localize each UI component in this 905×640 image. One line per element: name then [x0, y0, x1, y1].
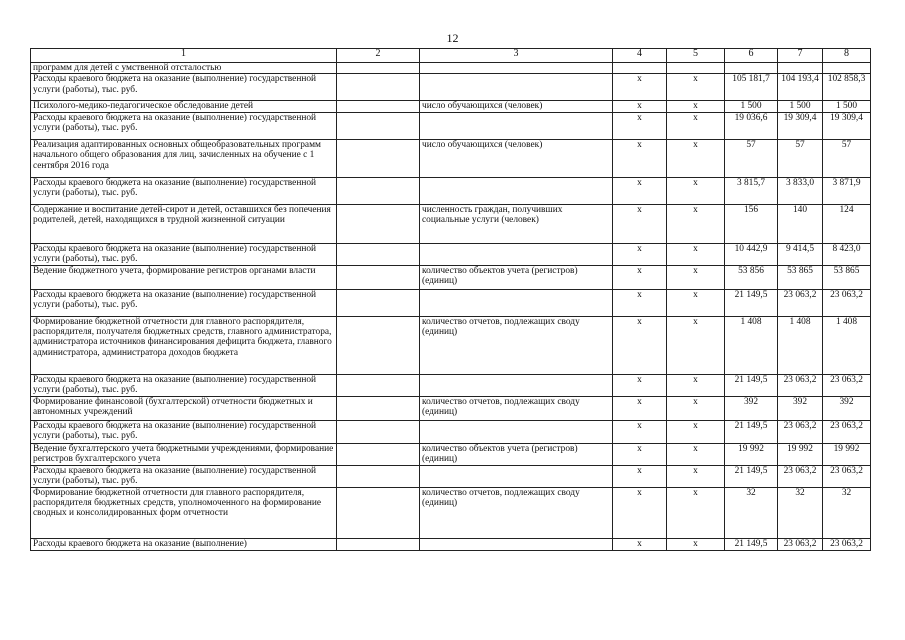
- cell-col-7: 3 833,0: [778, 177, 823, 204]
- row-name-cell: Расходы краевого бюджета на оказание (выполнение): [31, 538, 337, 550]
- cell-col-2: [337, 420, 420, 443]
- row-name-cell: Расходы краевого бюджета на оказание (выполнение) государственной услуги (работы), тыс. руб.: [31, 112, 337, 139]
- table-body: [31, 63, 871, 551]
- table-row: [31, 139, 871, 177]
- row-name-cell: Формирование бюджетной отчетности для главного распорядителя, распорядителя бюджетных средств, уполномоченного на формирование сводных и консолидированных форм отчетности: [31, 487, 337, 538]
- table-row: [31, 204, 871, 243]
- cell-col-4: x: [613, 112, 667, 139]
- cell-col-3: [420, 112, 613, 139]
- cell-col-2: [337, 538, 420, 550]
- cell-col-2: [337, 63, 420, 74]
- cell-col-6: 21 149,5: [725, 374, 778, 396]
- row-name-cell: Расходы краевого бюджета на оказание (выполнение) государственной услуги (работы), тыс. руб.: [31, 374, 337, 396]
- cell-col-8: 124: [823, 204, 871, 243]
- table-row: [31, 487, 871, 538]
- cell-col-7: 140: [778, 204, 823, 243]
- cell-col-4: x: [613, 374, 667, 396]
- cell-col-3: число обучающихся (человек): [420, 101, 613, 112]
- cell-col-6: 53 856: [725, 265, 778, 289]
- cell-col-7: 1 408: [778, 316, 823, 374]
- cell-col-6: 1 408: [725, 316, 778, 374]
- cell-col-3: [420, 74, 613, 101]
- cell-col-8: 57: [823, 139, 871, 177]
- table-row: [31, 396, 871, 420]
- cell-col-2: [337, 265, 420, 289]
- row-name-cell: Расходы краевого бюджета на оказание (выполнение) государственной услуги (работы), тыс. руб.: [31, 420, 337, 443]
- cell-col-2: [337, 204, 420, 243]
- cell-col-5: x: [667, 177, 725, 204]
- cell-col-4: [613, 63, 667, 74]
- cell-col-3: [420, 63, 613, 74]
- cell-col-7: 32: [778, 487, 823, 538]
- row-name-cell: Расходы краевого бюджета на оказание (выполнение) государственной услуги (работы), тыс. руб.: [31, 177, 337, 204]
- cell-col-6: 19 036,6: [725, 112, 778, 139]
- cell-col-2: [337, 374, 420, 396]
- cell-col-2: [337, 316, 420, 374]
- cell-col-2: [337, 243, 420, 265]
- column-header-8: 8: [823, 49, 871, 63]
- cell-col-7: 19 992: [778, 443, 823, 465]
- cell-col-2: [337, 101, 420, 112]
- cell-col-8: 102 858,3: [823, 74, 871, 101]
- cell-col-4: x: [613, 243, 667, 265]
- cell-col-4: x: [613, 538, 667, 550]
- cell-col-8: 392: [823, 396, 871, 420]
- row-name-cell: Содержание и воспитание детей-сирот и детей, оставшихся без попечения родителей, детей, находящихся в трудной жизненной ситуации: [31, 204, 337, 243]
- cell-col-6: 10 442,9: [725, 243, 778, 265]
- cell-col-3: [420, 420, 613, 443]
- table-row: [31, 420, 871, 443]
- cell-col-5: x: [667, 316, 725, 374]
- cell-col-4: x: [613, 420, 667, 443]
- column-header-3: 3: [420, 49, 613, 63]
- cell-col-3: [420, 243, 613, 265]
- cell-col-8: 23 063,2: [823, 289, 871, 316]
- cell-col-3: число обучающихся (человек): [420, 139, 613, 177]
- table-row: [31, 316, 871, 374]
- cell-col-8: [823, 63, 871, 74]
- cell-col-4: x: [613, 139, 667, 177]
- row-name-cell: Реализация адаптированных основных общеобразовательных программ начального общего образования для лиц, зачисленных на обучение с 1 сентября 2016 года: [31, 139, 337, 177]
- cell-col-6: 156: [725, 204, 778, 243]
- cell-col-6: 1 500: [725, 101, 778, 112]
- cell-col-7: 9 414,5: [778, 243, 823, 265]
- cell-col-4: x: [613, 265, 667, 289]
- page-number: 12: [446, 31, 459, 45]
- cell-col-5: x: [667, 538, 725, 550]
- table-row: [31, 265, 871, 289]
- cell-col-2: [337, 443, 420, 465]
- row-name-cell: Расходы краевого бюджета на оказание (выполнение) государственной услуги (работы), тыс. руб.: [31, 74, 337, 101]
- table-row: [31, 101, 871, 112]
- table-row: [31, 74, 871, 101]
- cell-col-5: x: [667, 74, 725, 101]
- cell-col-7: 392: [778, 396, 823, 420]
- cell-col-8: 8 423,0: [823, 243, 871, 265]
- cell-col-5: x: [667, 204, 725, 243]
- cell-col-8: 23 063,2: [823, 420, 871, 443]
- cell-col-2: [337, 465, 420, 487]
- cell-col-8: 19 992: [823, 443, 871, 465]
- cell-col-4: x: [613, 396, 667, 420]
- cell-col-5: x: [667, 289, 725, 316]
- budget-table: [30, 48, 871, 551]
- cell-col-7: 23 063,2: [778, 374, 823, 396]
- cell-col-4: x: [613, 316, 667, 374]
- cell-col-4: x: [613, 289, 667, 316]
- table-row: [31, 63, 871, 74]
- cell-col-3: [420, 374, 613, 396]
- cell-col-7: 53 865: [778, 265, 823, 289]
- cell-col-4: x: [613, 487, 667, 538]
- table-row: [31, 243, 871, 265]
- column-header-row: [31, 49, 871, 63]
- table-row: [31, 289, 871, 316]
- table-row: [31, 112, 871, 139]
- cell-col-6: 392: [725, 396, 778, 420]
- column-header-1: 1: [31, 49, 337, 63]
- cell-col-6: 21 149,5: [725, 465, 778, 487]
- cell-col-6: 3 815,7: [725, 177, 778, 204]
- table-row: [31, 538, 871, 550]
- row-name-cell: Ведение бухгалтерского учета бюджетными учреждениями, формирование регистров бухгалтерского учета: [31, 443, 337, 465]
- cell-col-3: количество отчетов, подлежащих своду (единиц): [420, 396, 613, 420]
- cell-col-5: x: [667, 443, 725, 465]
- cell-col-8: 1 408: [823, 316, 871, 374]
- cell-col-2: [337, 74, 420, 101]
- cell-col-6: 19 992: [725, 443, 778, 465]
- row-name-cell: Расходы краевого бюджета на оказание (выполнение) государственной услуги (работы), тыс. руб.: [31, 289, 337, 316]
- cell-col-2: [337, 487, 420, 538]
- cell-col-3: количество объектов учета (регистров) (единиц): [420, 265, 613, 289]
- cell-col-6: 57: [725, 139, 778, 177]
- cell-col-8: 32: [823, 487, 871, 538]
- column-header-6: 6: [725, 49, 778, 63]
- cell-col-7: 23 063,2: [778, 465, 823, 487]
- cell-col-6: 21 149,5: [725, 538, 778, 550]
- cell-col-5: x: [667, 374, 725, 396]
- cell-col-5: x: [667, 112, 725, 139]
- cell-col-5: x: [667, 420, 725, 443]
- table-row: [31, 465, 871, 487]
- row-name-cell: Расходы краевого бюджета на оказание (выполнение) государственной услуги (работы), тыс. руб.: [31, 243, 337, 265]
- cell-col-3: количество отчетов, подлежащих своду (единиц): [420, 487, 613, 538]
- cell-col-8: 19 309,4: [823, 112, 871, 139]
- cell-col-7: [778, 63, 823, 74]
- cell-col-4: x: [613, 443, 667, 465]
- cell-col-3: количество отчетов, подлежащих своду (единиц): [420, 316, 613, 374]
- row-name-cell: программ для детей с умственной отсталостью: [31, 63, 337, 74]
- cell-col-8: 23 063,2: [823, 374, 871, 396]
- cell-col-2: [337, 112, 420, 139]
- cell-col-4: x: [613, 204, 667, 243]
- table-row: [31, 443, 871, 465]
- row-name-cell: Расходы краевого бюджета на оказание (выполнение) государственной услуги (работы), тыс. руб.: [31, 465, 337, 487]
- cell-col-2: [337, 177, 420, 204]
- cell-col-3: [420, 289, 613, 316]
- cell-col-3: [420, 465, 613, 487]
- cell-col-7: 23 063,2: [778, 289, 823, 316]
- row-name-cell: Формирование бюджетной отчетности для главного распорядителя, распорядителя, получателя бюджетных средств, главного администратора, администратора источников финансирования дефицита бюджета, главного администратора, администратора доходов бюджета: [31, 316, 337, 374]
- cell-col-7: 57: [778, 139, 823, 177]
- cell-col-2: [337, 139, 420, 177]
- row-name-cell: Психолого-медико-педагогическое обследование детей: [31, 101, 337, 112]
- cell-col-4: x: [613, 101, 667, 112]
- column-header-2: 2: [337, 49, 420, 63]
- cell-col-3: численность граждан, получивших социальные услуги (человек): [420, 204, 613, 243]
- cell-col-3: [420, 177, 613, 204]
- cell-col-5: [667, 63, 725, 74]
- cell-col-8: 1 500: [823, 101, 871, 112]
- cell-col-4: x: [613, 465, 667, 487]
- cell-col-8: 3 871,9: [823, 177, 871, 204]
- cell-col-5: x: [667, 396, 725, 420]
- cell-col-2: [337, 289, 420, 316]
- column-header-5: 5: [667, 49, 725, 63]
- cell-col-7: 104 193,4: [778, 74, 823, 101]
- cell-col-6: 21 149,5: [725, 289, 778, 316]
- cell-col-8: 23 063,2: [823, 465, 871, 487]
- cell-col-7: 23 063,2: [778, 420, 823, 443]
- row-name-cell: Формирование финансовой (бухгалтерской) отчетности бюджетных и автономных учреждений: [31, 396, 337, 420]
- row-name-cell: Ведение бюджетного учета, формирование регистров органами власти: [31, 265, 337, 289]
- cell-col-7: 19 309,4: [778, 112, 823, 139]
- table-row: [31, 177, 871, 204]
- cell-col-8: 23 063,2: [823, 538, 871, 550]
- cell-col-5: x: [667, 139, 725, 177]
- column-header-4: 4: [613, 49, 667, 63]
- cell-col-3: количество объектов учета (регистров) (единиц): [420, 443, 613, 465]
- cell-col-4: x: [613, 177, 667, 204]
- cell-col-5: x: [667, 101, 725, 112]
- cell-col-6: 32: [725, 487, 778, 538]
- cell-col-5: x: [667, 487, 725, 538]
- cell-col-5: x: [667, 265, 725, 289]
- cell-col-2: [337, 396, 420, 420]
- cell-col-7: 1 500: [778, 101, 823, 112]
- cell-col-5: x: [667, 465, 725, 487]
- cell-col-7: 23 063,2: [778, 538, 823, 550]
- table-row: [31, 374, 871, 396]
- column-header-7: 7: [778, 49, 823, 63]
- cell-col-6: 21 149,5: [725, 420, 778, 443]
- cell-col-4: x: [613, 74, 667, 101]
- cell-col-5: x: [667, 243, 725, 265]
- cell-col-6: 105 181,7: [725, 74, 778, 101]
- cell-col-8: 53 865: [823, 265, 871, 289]
- cell-col-6: [725, 63, 778, 74]
- cell-col-3: [420, 538, 613, 550]
